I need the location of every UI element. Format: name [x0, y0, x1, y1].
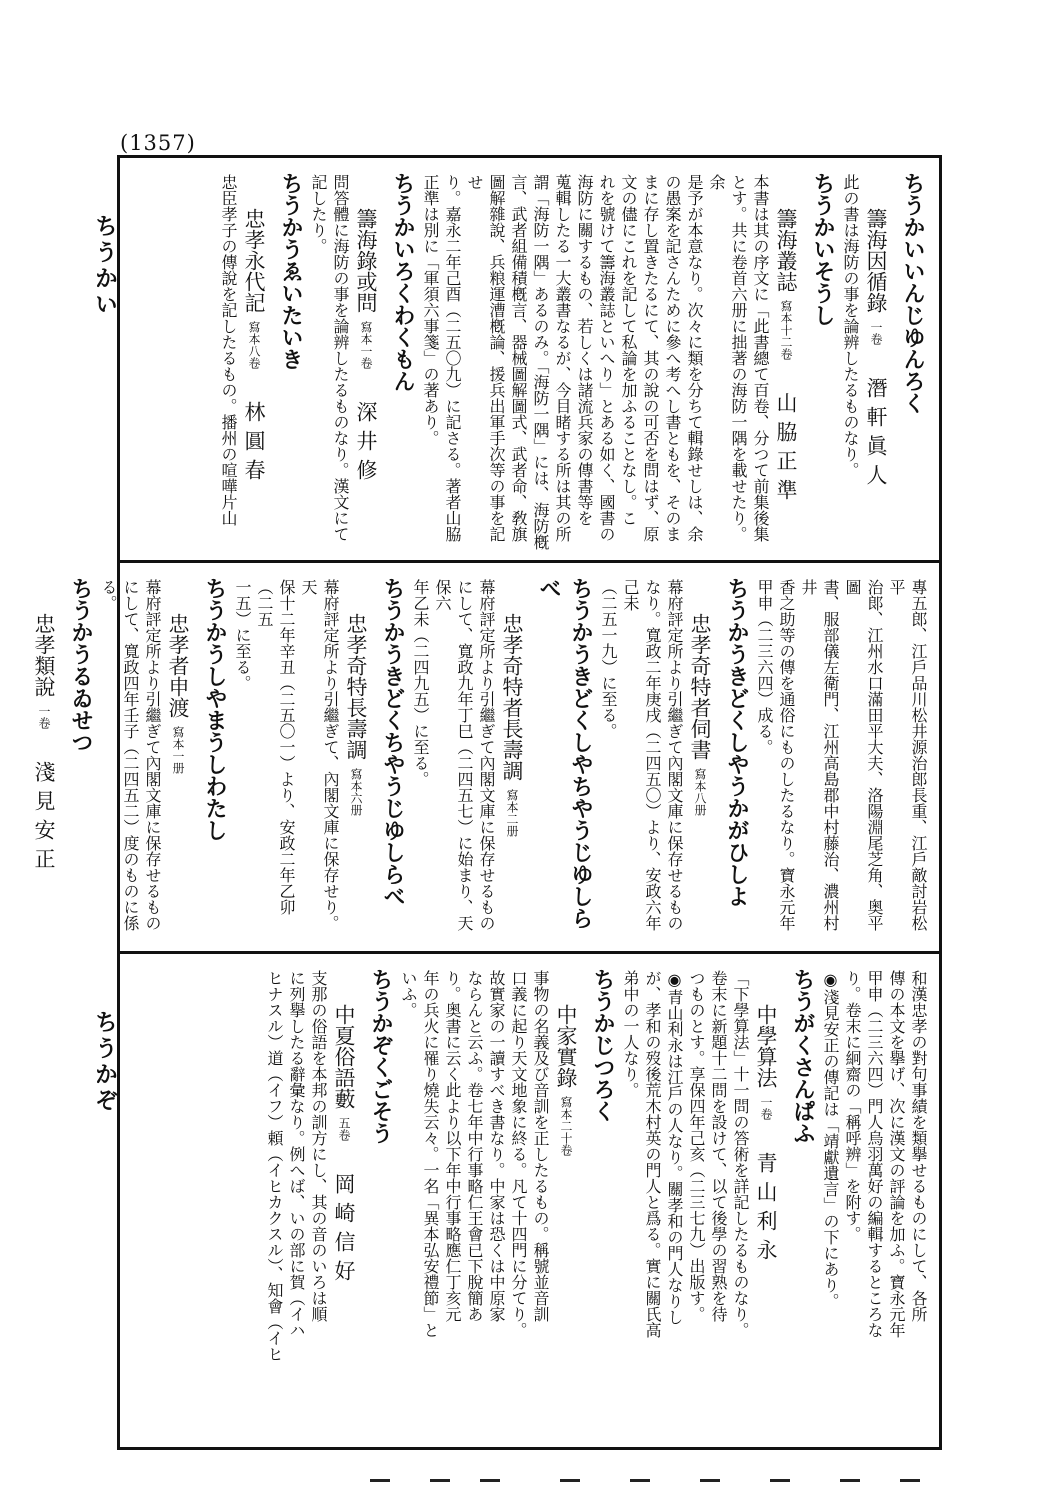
dictionary-entry	[409, 577, 597, 941]
bottom-rule-marks	[370, 1479, 930, 1487]
entry-volumes: 一卷	[759, 1096, 773, 1120]
entry-body-line: 本書は其の序文に「此書總て百卷、分つて前集後集とす。共に卷首六册に拙著の海防一隅を載せたり。余	[707, 174, 770, 542]
entry-title: 忠孝者申渡	[166, 613, 190, 718]
entry-heading: ちうかいそうし	[810, 172, 836, 326]
entry-body-line: が、孝和の歿後荒木村英の門人と爲る。實に關氏高	[643, 970, 662, 1338]
entry-body-line: 傳の本文を擧げ、次に漢文の評論を加ふ。寶永元年	[887, 970, 906, 1338]
entry-author: 林圓春	[242, 401, 266, 488]
entry-body-line: まに存し置きたるにて、其の說の可否を問はず、原文の儘にこれを記して私論を加ふることなし。こ	[619, 174, 660, 542]
page-number: (1357)	[120, 131, 196, 155]
entry-volumes: 一卷	[869, 321, 883, 345]
entry-body-line: 一五）に至る。	[233, 579, 252, 691]
entry-body-line: 年乙未（二四九五）に至る。	[411, 579, 430, 787]
entry-body-line: り。卷末に絅齋の「稱呼辨」を附す。	[843, 970, 862, 1242]
entry-volumes: 寫本十二卷	[779, 300, 793, 360]
entry-body-line: 幕府評定所より引繼ぎて、內閣文庫に保存せり。天	[299, 579, 340, 931]
dictionary-entry	[819, 968, 929, 1437]
entry-author: 淺見安正	[32, 761, 56, 877]
entry-title: 籌海因循錄	[864, 208, 888, 313]
entry-volumes: 寫本二十卷	[559, 1096, 573, 1156]
entry-body-line: 專五郎、江戶品川松井源治郎長重、江戶敵討岩松平	[887, 579, 928, 931]
dictionary-entry	[231, 577, 409, 941]
entry-volumes: 寫本一卷	[359, 321, 373, 369]
entry-title: 忠孝奇特者伺書	[688, 613, 712, 760]
entry-title: 忠孝類說	[32, 613, 56, 697]
entry-body-line: れを號けて籌海叢誌といへり」とある如く、國書の海防に關するもの、若しくは諸流兵家の傳書等を	[575, 174, 616, 542]
entry-volumes: 寫本八册	[693, 768, 707, 816]
entry-body-line: 口義に起り天文地象に終る。凡て十四門に分てり。	[509, 970, 528, 1338]
entry-body-line: 幕府評定所より引繼ぎて內閣文庫に保存せるもの	[477, 579, 496, 931]
entry-heading: ちうかうきどくちやうじゆしらべ	[380, 577, 406, 907]
entry-body-line: 是予が本意なり。次々に類を分ちて輯錄せしは、余の愚案を記さんために參へ考へし書ともを、そのま	[663, 174, 704, 542]
entry-heading: ちうかいろくわくもん	[390, 172, 416, 392]
entry-heading: ちうかぞくごそう	[368, 968, 394, 1144]
entry-body-line: 弟中の一人なり。	[621, 970, 640, 1098]
entry-body-line: 言、武者組備積槪言、器械圖解圖式、武者命、敎旗圖解雜說、兵粮運漕槪論、援兵出軍手次等の事を記せ	[465, 174, 528, 542]
entry-title: 籌海叢誌	[774, 208, 798, 292]
entry-body-line: 故實家の一讀すべき書なり。中家は恐くは中原家	[487, 970, 506, 1322]
entry-body-line: り。嘉永二年己酉（二五〇九）に記さる。著者山脇正準は別に「軍須六事箋」の著あり。	[421, 174, 462, 542]
entry-body-line: 蒐輯したる一大叢書なるが、今目睹する所は其の所謂「海防一隅」あるのみ。「海防一隅」には、海防槪	[531, 174, 572, 550]
entry-body-line: 忠臣孝子の傳說を記したるもの。播州の喧嘩片山	[219, 174, 238, 526]
dictionary-entry	[263, 968, 397, 1437]
entry-body-line: 和漢忠孝の對句事績を類擧せるものにして、各所	[909, 970, 928, 1322]
entry-volumes: 寫本六册	[349, 768, 363, 816]
entry-heading: ちうかうるゐせつ	[68, 577, 94, 753]
entry-heading: ちうかうゑいたいき	[278, 172, 304, 370]
entry-volumes: 五卷	[337, 1117, 351, 1141]
entry-author: 青山利永	[754, 1152, 778, 1268]
section-3	[120, 954, 939, 1447]
entry-body-line: 甲申（二三六四）成る。	[755, 579, 774, 755]
dictionary-entry	[307, 172, 419, 550]
entry-author: 岡崎信好	[332, 1173, 356, 1289]
entry-heading: ちうかいいんじゆんろく	[900, 172, 926, 414]
entry-author: 潛軒眞人	[864, 377, 888, 493]
entry-title: 忠孝永代記	[242, 208, 266, 313]
entry-author: 山脇正準	[774, 392, 798, 508]
entry-title: 中家實錄	[554, 1004, 578, 1088]
entry-author: 深井修	[354, 401, 378, 488]
entry-volumes: 寫本二册	[505, 789, 519, 837]
entry-body-line: ならんと云ふ。卷七年中行事略仁王會已下脫簡あ	[465, 970, 484, 1322]
entry-body-line: 治郞、江州水口滿田平大夫、洛陽淵尾芝角、奥平圖	[843, 579, 884, 931]
entry-body-line: 「下學算法」十一問の答術を詳記したるものなり。	[731, 970, 750, 1338]
entry-heading: ちうがくさんぱふ	[790, 968, 816, 1144]
entry-volumes: 寫本八卷	[247, 321, 261, 369]
running-head-bottom: ちうかぞ	[91, 1010, 118, 1114]
entry-body-line: に列擧したる辭彙なり。例へば、いの部に賀（イハ	[287, 970, 306, 1338]
entry-body-line: 幕府評定所より引繼ぎて內閣文庫に保存せるもの	[665, 579, 684, 931]
entry-title: 忠孝奇特長壽調	[344, 613, 368, 760]
entry-body-line: （二五一九）に至る。	[599, 579, 618, 739]
entry-title: 籌海錄或問	[354, 208, 378, 313]
entry-body-line: 卷末に新題十二問を設けて、以て後學の習熟を待	[709, 970, 728, 1322]
running-head-top: ちうかい	[91, 214, 118, 318]
entry-body-line: 書、服部儀左衛門、江州高島郡中村藤治、濃州村井	[799, 579, 840, 931]
entry-body-line: 事物の名義及び音訓を正したるもの。稱號並音訓	[531, 970, 550, 1322]
dictionary-entry	[29, 577, 97, 941]
dictionary-entry	[839, 172, 929, 550]
entry-body-line: にして、寬政九年丁巳（二四五七）に始まり、天保六	[433, 579, 474, 931]
dictionary-entry	[97, 577, 231, 941]
entry-body-line: 支那の俗語を本邦の訓方にし、其の音のいろは順	[309, 970, 328, 1322]
entry-volumes: 一卷	[37, 705, 51, 729]
entry-body-line: ◉淺見安正の傳記は「靖獻遺言」の下にあり。	[821, 970, 840, 1309]
entry-heading: ちうかうきどくしやちやうじゆしらべ	[536, 577, 594, 929]
entry-heading: ちうかうしやまうしわたし	[202, 577, 228, 841]
section-1	[120, 158, 939, 560]
entry-body-line: ◉青山利永は江戶の人なり。關孝和の門人なりし	[665, 970, 684, 1325]
entry-heading: ちうかじつろく	[590, 968, 616, 1122]
entry-body-line: なり。寬政二年庚戌（二四五〇）より、安政六年己未	[621, 579, 662, 931]
entry-body-line: 問答體に海防の事を論辨したるものなり。漢文にて記したり。	[309, 174, 350, 542]
entry-body-line: 保十二年辛丑（二五〇一）より、安政二年乙卯（二五	[255, 579, 296, 915]
dictionary-entry	[217, 172, 307, 550]
entry-title: 忠孝奇特者長壽調	[500, 613, 524, 781]
entry-body-line: 年の兵火に罹り燒失云々。一名「異本弘安禮節」と	[421, 970, 440, 1338]
entry-body-line: にして、寬政四年壬子（二四五二）度のものに係る。	[99, 579, 140, 931]
entry-body-line: 甲申（二三六四）門人烏羽萬好の編輯するところな	[865, 970, 884, 1338]
entry-title: 中夏俗語藪	[332, 1004, 356, 1109]
entry-body-line: り。奥書に云く此より以下年中行事略應仁丁亥元	[443, 970, 462, 1322]
dictionary-entry	[397, 968, 619, 1437]
entry-body-line: ヒナスル）道（イフ）頼（イヒカクスル）、知會（イヒ	[265, 970, 284, 1362]
entry-body-line: つものとす。享保四年己亥（二三七九）出版す。	[687, 970, 706, 1322]
entry-heading: ちうかうきどくしやうかがひしよ	[724, 577, 750, 907]
entry-title: 中學算法	[754, 1004, 778, 1088]
dictionary-entry	[419, 172, 839, 550]
entry-body-line: いふ。	[399, 970, 418, 1018]
entry-body-line: 此の書は海防の事を論辨したるものなり。	[841, 174, 860, 478]
entry-volumes: 寫本一册	[171, 726, 185, 774]
dictionary-entry	[619, 968, 819, 1437]
section-2	[32, 563, 939, 951]
entry-body-line: 香之助等の傳を通俗にものしたるなり。寶永元年	[777, 579, 796, 931]
dictionary-entry	[753, 577, 929, 941]
entry-body-line: 幕府評定所より引繼ぎて內閣文庫に保存せるもの	[143, 579, 162, 931]
dictionary-entry	[597, 577, 753, 941]
